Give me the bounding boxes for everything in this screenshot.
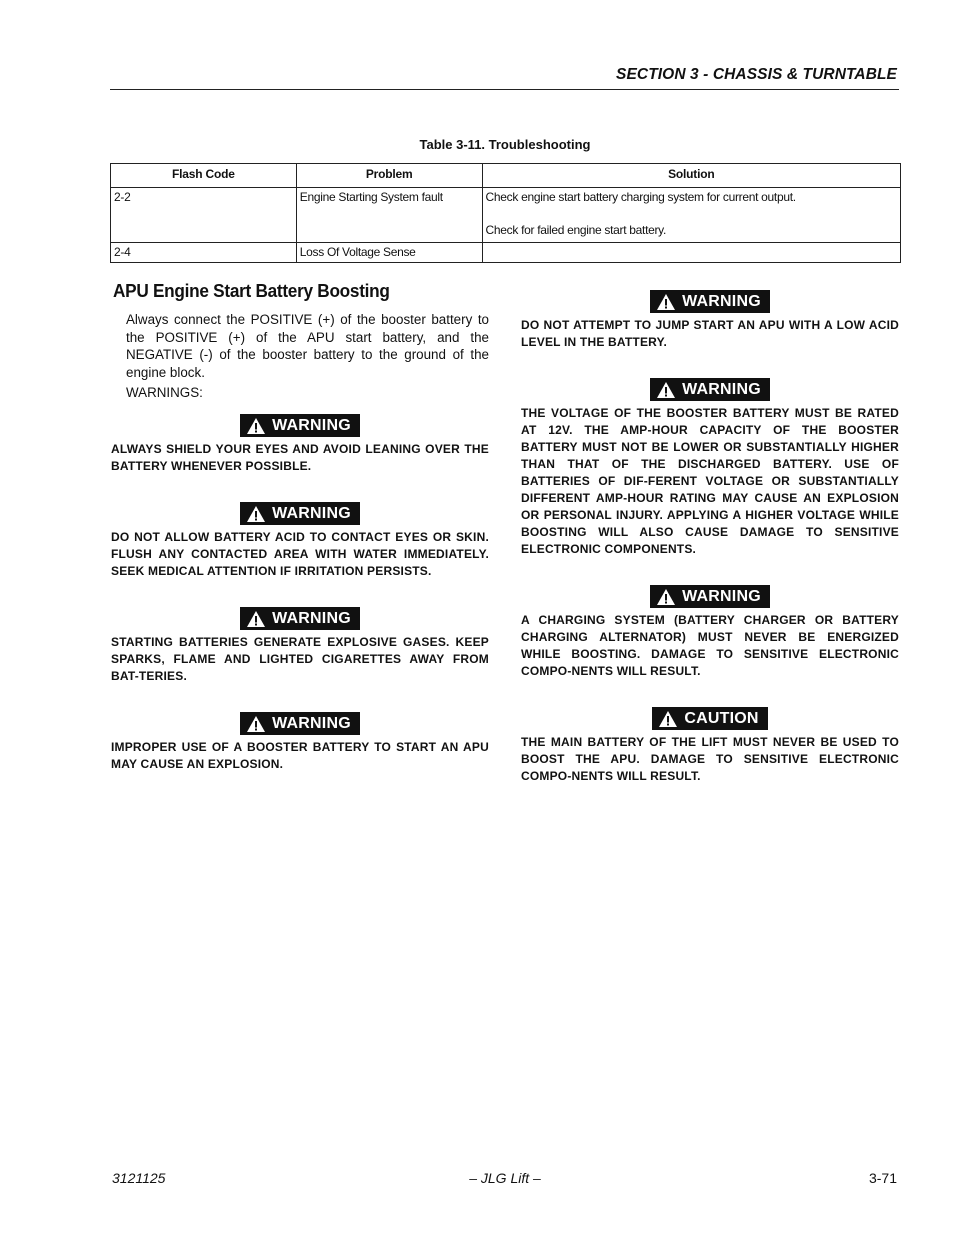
warning-badge xyxy=(240,414,360,437)
caution-notice xyxy=(521,707,899,785)
caution-triangle-icon xyxy=(658,710,678,728)
warning-label: WARNING xyxy=(272,609,351,627)
warning-badge xyxy=(650,378,770,401)
warning-label: WARNING xyxy=(272,714,351,732)
warning-triangle-icon xyxy=(656,293,676,311)
warning-label: WARNING xyxy=(682,587,761,605)
warning-text: STARTING BATTERIES GENERATE EXPLOSIVE GASES. KEEP SPARKS, FLAME AND LIGHTED CIGARETTES AWAY FROM BAT-TERIES. xyxy=(111,635,489,683)
warning-notice xyxy=(521,585,899,680)
warning-badge xyxy=(650,290,770,313)
warning-text: ALWAYS SHIELD YOUR EYES AND AVOID LEANING OVER THE BATTERY WHENEVER POSSIBLE. xyxy=(111,442,489,473)
solution-cell xyxy=(482,243,900,263)
warning-triangle-icon xyxy=(656,588,676,606)
warning-label: WARNING xyxy=(272,504,351,522)
warning-badge xyxy=(650,585,770,608)
warning-notice xyxy=(111,414,489,475)
caution-badge xyxy=(652,707,767,730)
warning-text: IMPROPER USE OF A BOOSTER BATTERY TO START AN APU MAY CAUSE AN EXPLOSION. xyxy=(111,740,489,771)
warning-label: WARNING xyxy=(682,380,761,398)
troubleshooting-table xyxy=(110,163,901,263)
warning-notice xyxy=(111,607,489,685)
footer-doc-number: 3121125 xyxy=(112,1170,166,1186)
column-header-problem: Problem xyxy=(296,164,482,188)
solution-line: Check for failed engine start battery. xyxy=(485,223,667,237)
warning-triangle-icon xyxy=(246,610,266,628)
warning-text: A CHARGING SYSTEM (BATTERY CHARGER OR BATTERY CHARGING ALTERNATOR) MUST NEVER BE ENERGIZED WHILE BOOSTING. DAMAGE TO SENSITIVE ELECTRONIC COMPO-NENTS WILL RESULT. xyxy=(521,613,899,678)
warning-text: DO NOT ALLOW BATTERY ACID TO CONTACT EYES OR SKIN. FLUSH ANY CONTACTED AREA WITH WATER IMMEDIATELY. SEEK MEDICAL ATTENTION IF IRRITATION PERSISTS. xyxy=(111,530,489,578)
warning-triangle-icon xyxy=(246,715,266,733)
column-header-flash-code: Flash Code xyxy=(111,164,297,188)
warning-badge xyxy=(240,607,360,630)
warning-notice xyxy=(111,712,489,773)
table-caption: Table 3-11. Troubleshooting xyxy=(419,137,591,152)
warning-triangle-icon xyxy=(246,417,266,435)
right-column xyxy=(521,290,899,812)
warning-triangle-icon xyxy=(656,381,676,399)
table-row xyxy=(111,188,901,243)
warning-text: DO NOT ATTEMPT TO JUMP START AN APU WITH A LOW ACID LEVEL IN THE BATTERY. xyxy=(521,318,899,349)
warning-label: WARNING xyxy=(272,416,351,434)
warning-badge xyxy=(240,712,360,735)
flash-code-cell: 2-4 xyxy=(111,243,297,263)
left-column xyxy=(111,280,489,800)
table-row xyxy=(111,243,901,263)
body-paragraph: Always connect the POSITIVE (+) of the booster battery to the POSITIVE (+) of the APU start battery, and the NEGATIVE (-) of the booster battery to the ground of the engine block. xyxy=(126,312,489,380)
warning-notice xyxy=(521,290,899,351)
table-header-row xyxy=(111,164,901,188)
footer-page-number: 3-71 xyxy=(868,1170,897,1186)
column-header-solution: Solution xyxy=(482,164,900,188)
warnings-label: WARNINGS: xyxy=(126,385,203,400)
section-title: SECTION 3 - CHASSIS & TURNTABLE xyxy=(616,66,897,83)
footer-publisher: – JLG Lift – xyxy=(469,1170,541,1186)
caution-text: THE MAIN BATTERY OF THE LIFT MUST NEVER BE USED TO BOOST THE APU. DAMAGE TO SENSITIVE ELECTRONIC COMPO-NENTS WILL RESULT. xyxy=(521,735,899,783)
warning-text: THE VOLTAGE OF THE BOOSTER BATTERY MUST BE RATED AT 12V. THE AMP-HOUR CAPACITY OF THE BOOSTER BATTERY MUST NOT BE LOWER OR SUBSTANTIALLY HIGHER THAN THAT OF THE DISCHARGED BATTERY. USE OF BATTERIES OF DIF-FERENT VOLTAGE OR SUBSTANTIALLY DIFFERENT AMP-HOUR RATING MAY CAUSE AN EXPLOSION OR PERSONAL INJURY. APPLYING A HIGHER VOLTAGE WHILE BOOSTING WILL ALSO CAUSE DAMAGE TO SENSITIVE ELECTRONIC COMPONENTS. xyxy=(521,406,899,556)
problem-cell: Engine Starting System fault xyxy=(296,188,482,243)
flash-code-cell: 2-2 xyxy=(111,188,297,243)
warning-label: WARNING xyxy=(682,292,761,310)
warning-notice xyxy=(111,502,489,580)
header-divider xyxy=(110,89,899,90)
warning-notice xyxy=(521,378,899,558)
caution-label: CAUTION xyxy=(684,709,759,727)
solution-cell xyxy=(482,188,900,243)
section-heading: APU Engine Start Battery Boosting xyxy=(113,280,390,301)
warning-triangle-icon xyxy=(246,505,266,523)
solution-line: Check engine start battery charging system for current output. xyxy=(485,190,796,204)
warning-badge xyxy=(240,502,360,525)
problem-cell: Loss Of Voltage Sense xyxy=(296,243,482,263)
